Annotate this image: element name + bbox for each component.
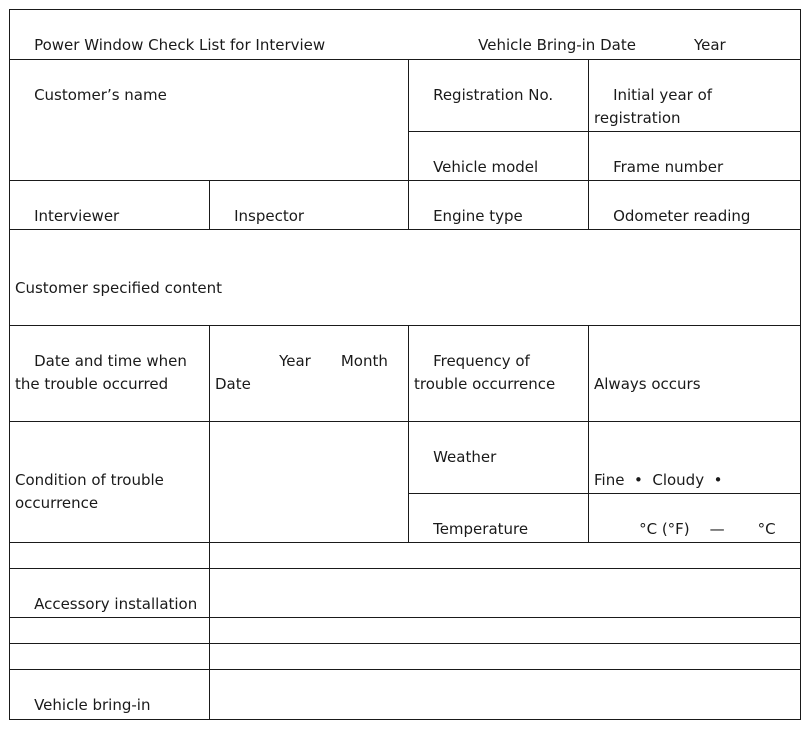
condition-label: Condition of trouble occurrence (15, 471, 169, 512)
registration-no-label: Registration No. (433, 86, 554, 104)
temp-to-text: °C (757, 520, 776, 538)
time-stamp-cell (9, 643, 209, 669)
trouble-datetime-cell (9, 325, 209, 421)
weather-label: Weather (433, 448, 497, 466)
bring-in-history-cell (9, 669, 209, 720)
trouble-month-label: Month (340, 352, 388, 370)
odometer-cell (588, 180, 801, 229)
trouble-date-label: Date (215, 375, 251, 393)
weather-options-cell (588, 421, 801, 493)
temperature-label: Temperature (433, 520, 529, 538)
customer-name-label: Customer’s name (34, 86, 167, 104)
road-conditions-cell (9, 542, 209, 568)
temp-from-text: °C (°F) (639, 520, 690, 538)
frame-number-label: Frame number (613, 158, 724, 176)
accessory-label: Accessory installation (34, 595, 198, 613)
accessory-cell (9, 568, 209, 617)
form-title: Power Window Check List for Interview (34, 36, 326, 54)
trouble-datetime-label: Date and time when the trouble occurred (15, 352, 192, 393)
trouble-date-value-cell (209, 325, 408, 421)
time-stamp-value-cell (209, 643, 801, 669)
weather-cell (408, 421, 588, 493)
customer-name-cell (9, 59, 408, 180)
bring-in-history-label: Vehicle bring-in (34, 696, 151, 714)
accessory-value-cell (209, 568, 801, 617)
registration-no-cell (408, 59, 588, 131)
bring-in-date-label: Vehicle Bring-in Date (478, 36, 636, 54)
condition-value-cell (209, 421, 408, 542)
engine-type-cell (408, 180, 588, 229)
frame-number-cell (588, 131, 801, 180)
initial-year-cell (588, 59, 801, 131)
bring-in-year-label: Year (693, 36, 726, 54)
inspector-label: Inspector (234, 207, 305, 225)
vehicle-model-label: Vehicle model (433, 158, 539, 176)
road-conditions-value-cell (209, 542, 801, 568)
customer-content-label: Customer specified content (15, 279, 223, 297)
odometer-label: Odometer reading (613, 207, 751, 225)
interviewer-cell (9, 180, 209, 229)
temperature-cell (408, 493, 588, 542)
power-window-checklist-form (9, 9, 801, 720)
weather-line-1: Fine • Cloudy • (594, 471, 723, 489)
bring-in-history-value-cell (209, 669, 801, 720)
initial-year-label: Initial year of registration (594, 86, 717, 127)
interviewer-label: Interviewer (34, 207, 120, 225)
freq-always-text: Always occurs (594, 375, 701, 393)
condition-cell (9, 421, 209, 542)
dtc-value-cell (209, 617, 801, 643)
customer-content-cell (9, 229, 801, 325)
engine-type-label: Engine type (433, 207, 523, 225)
dtc-cell (9, 617, 209, 643)
vehicle-model-cell (408, 131, 588, 180)
header-row (9, 9, 801, 59)
frequency-options-cell (588, 325, 801, 421)
temp-dash-text: — (709, 520, 725, 538)
inspector-cell (209, 180, 408, 229)
frequency-label: Frequency of trouble occurrence (414, 352, 556, 393)
frequency-cell (408, 325, 588, 421)
trouble-year-label: Year (279, 352, 311, 370)
temperature-value-cell (588, 493, 801, 542)
